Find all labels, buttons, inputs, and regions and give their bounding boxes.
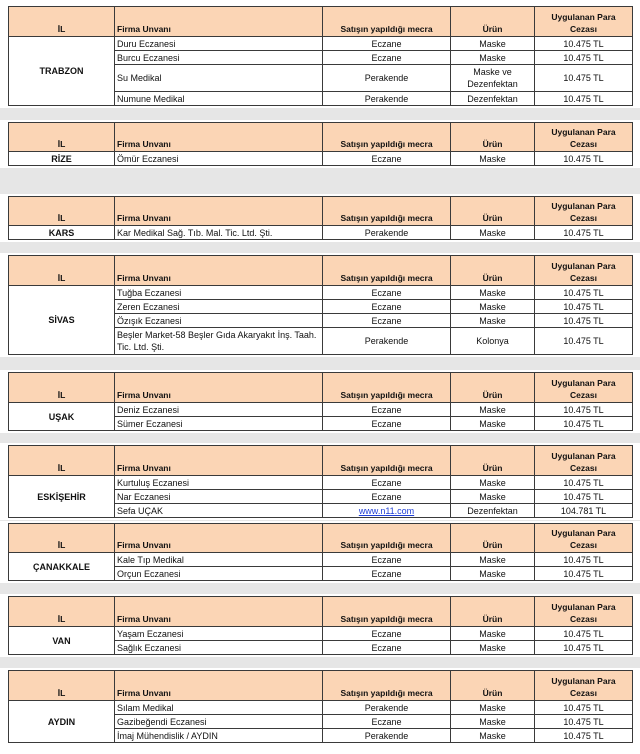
mecra-cell: Perakende <box>323 701 451 715</box>
header-satis-mecrasi: Satışın yapıldığı mecra <box>323 197 451 226</box>
header-urun: Ürün <box>451 597 535 627</box>
urun-cell: Maske <box>451 417 535 431</box>
urun-cell: Maske <box>451 553 535 567</box>
header-il: İL <box>9 123 115 152</box>
header-urun: Ürün <box>451 123 535 152</box>
mecra-cell: Perakende <box>323 226 451 240</box>
mecra-cell: Eczane <box>323 300 451 314</box>
para-cezasi-cell: 10.475 TL <box>535 403 633 417</box>
mecra-cell: Eczane <box>323 627 451 641</box>
header-row <box>9 123 633 152</box>
city-name: KARS <box>9 226 115 240</box>
header-il: İL <box>9 597 115 627</box>
para-cezasi-cell: 10.475 TL <box>535 567 633 581</box>
mecra-cell: Eczane <box>323 417 451 431</box>
para-cezasi-cell: 10.475 TL <box>535 729 633 743</box>
penalty-table <box>8 596 633 655</box>
firma-unvani-cell: Özışık Eczanesi <box>115 314 323 328</box>
section-gap <box>0 357 640 370</box>
para-cezasi-cell: 10.475 TL <box>535 328 633 355</box>
header-firma-unvani: Firma Unvanı <box>115 256 323 286</box>
mecra-cell: Perakende <box>323 729 451 743</box>
city-table-block <box>8 255 632 355</box>
firma-unvani-cell: Zeren Eczanesi <box>115 300 323 314</box>
para-cezasi-cell: 10.475 TL <box>535 286 633 300</box>
table-row <box>9 152 633 166</box>
urun-cell: Maske <box>451 715 535 729</box>
header-il: İL <box>9 256 115 286</box>
urun-cell: Dezenfektan <box>451 504 535 518</box>
firma-unvani-cell: Burcu Eczanesi <box>115 51 323 65</box>
mecra-cell: Eczane <box>323 490 451 504</box>
penalty-table <box>8 255 633 355</box>
section-gap <box>0 242 640 253</box>
para-cezasi-cell: 10.475 TL <box>535 417 633 431</box>
table-row <box>9 627 633 641</box>
header-il: İL <box>9 197 115 226</box>
header-para-cezasi: Uygulanan Para Cezası <box>535 446 633 476</box>
para-cezasi-cell: 10.475 TL <box>535 490 633 504</box>
header-il: İL <box>9 671 115 701</box>
header-urun: Ürün <box>451 256 535 286</box>
firma-unvani-cell: Beşler Market-58 Beşler Gıda Akaryakıt İnş. Taah. Tic. Ltd. Şti. <box>115 328 323 355</box>
city-name: SİVAS <box>9 286 115 355</box>
penalty-table <box>8 523 633 581</box>
penalty-table <box>8 6 633 106</box>
header-satis-mecrasi: Satışın yapıldığı mecra <box>323 256 451 286</box>
urun-cell: Maske <box>451 314 535 328</box>
penalty-table <box>8 445 633 518</box>
header-il: İL <box>9 373 115 403</box>
header-satis-mecrasi: Satışın yapıldığı mecra <box>323 597 451 627</box>
mecra-cell: Eczane <box>323 152 451 166</box>
header-firma-unvani: Firma Unvanı <box>115 7 323 37</box>
table-row <box>9 403 633 417</box>
urun-cell: Maske <box>451 567 535 581</box>
para-cezasi-cell: 10.475 TL <box>535 65 633 92</box>
firma-unvani-cell: Kale Tıp Medikal <box>115 553 323 567</box>
para-cezasi-cell: 10.475 TL <box>535 476 633 490</box>
mecra-cell: Eczane <box>323 567 451 581</box>
city-name: RİZE <box>9 152 115 166</box>
firma-unvani-cell: Tuğba Eczanesi <box>115 286 323 300</box>
para-cezasi-cell: 104.781 TL <box>535 504 633 518</box>
city-table-block <box>8 523 632 581</box>
city-table-block <box>8 6 632 106</box>
urun-cell: Maske ve Dezenfektan <box>451 65 535 92</box>
header-urun: Ürün <box>451 197 535 226</box>
mecra-cell: Perakende <box>323 65 451 92</box>
header-row <box>9 256 633 286</box>
firma-unvani-cell: Deniz Eczanesi <box>115 403 323 417</box>
section-gap <box>0 168 640 194</box>
firma-unvani-cell: Kar Medikal Sağ. Tıb. Mal. Tic. Ltd. Şti. <box>115 226 323 240</box>
penalty-table <box>8 670 633 743</box>
header-para-cezasi: Uygulanan Para Cezası <box>535 7 633 37</box>
firma-unvani-cell: İmaj Mühendislik / AYDIN <box>115 729 323 743</box>
city-table-block <box>8 596 632 655</box>
city-name: AYDIN <box>9 701 115 743</box>
mecra-cell: Perakende <box>323 92 451 106</box>
header-row <box>9 446 633 476</box>
mecra-cell: Perakende <box>323 328 451 355</box>
firma-unvani-cell: Kurtuluş Eczanesi <box>115 476 323 490</box>
urun-cell: Maske <box>451 51 535 65</box>
city-table-block <box>8 196 632 240</box>
para-cezasi-cell: 10.475 TL <box>535 51 633 65</box>
city-table-block <box>8 670 632 743</box>
urun-cell: Maske <box>451 641 535 655</box>
header-satis-mecrasi: Satışın yapıldığı mecra <box>323 7 451 37</box>
section-gap <box>0 433 640 443</box>
mecra-link[interactable]: www.n11.com <box>358 505 415 516</box>
header-para-cezasi: Uygulanan Para Cezası <box>535 597 633 627</box>
para-cezasi-cell: 10.475 TL <box>535 314 633 328</box>
penalty-table <box>8 196 633 240</box>
urun-cell: Maske <box>451 403 535 417</box>
section-gap <box>0 520 640 521</box>
section-gap <box>0 108 640 120</box>
penalty-table <box>8 372 633 431</box>
table-row <box>9 476 633 490</box>
header-urun: Ürün <box>451 671 535 701</box>
para-cezasi-cell: 10.475 TL <box>535 152 633 166</box>
header-para-cezasi: Uygulanan Para Cezası <box>535 256 633 286</box>
city-name: VAN <box>9 627 115 655</box>
header-row <box>9 524 633 553</box>
header-firma-unvani: Firma Unvanı <box>115 597 323 627</box>
urun-cell: Kolonya <box>451 328 535 355</box>
header-row <box>9 373 633 403</box>
table-row <box>9 226 633 240</box>
header-firma-unvani: Firma Unvanı <box>115 524 323 553</box>
header-firma-unvani: Firma Unvanı <box>115 197 323 226</box>
header-urun: Ürün <box>451 524 535 553</box>
header-urun: Ürün <box>451 7 535 37</box>
urun-cell: Maske <box>451 37 535 51</box>
urun-cell: Maske <box>451 627 535 641</box>
header-firma-unvani: Firma Unvanı <box>115 671 323 701</box>
table-row <box>9 553 633 567</box>
mecra-cell: Eczane <box>323 403 451 417</box>
para-cezasi-cell: 10.475 TL <box>535 641 633 655</box>
para-cezasi-cell: 10.475 TL <box>535 553 633 567</box>
mecra-cell: Eczane <box>323 476 451 490</box>
header-para-cezasi: Uygulanan Para Cezası <box>535 373 633 403</box>
mecra-cell: Eczane <box>323 314 451 328</box>
penalty-table <box>8 122 633 166</box>
city-table-block <box>8 122 632 166</box>
header-satis-mecrasi: Satışın yapıldığı mecra <box>323 524 451 553</box>
header-para-cezasi: Uygulanan Para Cezası <box>535 197 633 226</box>
mecra-cell: Eczane <box>323 286 451 300</box>
urun-cell: Maske <box>451 729 535 743</box>
firma-unvani-cell: Numune Medikal <box>115 92 323 106</box>
table-row <box>9 701 633 715</box>
header-firma-unvani: Firma Unvanı <box>115 446 323 476</box>
urun-cell: Maske <box>451 490 535 504</box>
header-il: İL <box>9 446 115 476</box>
city-name: TRABZON <box>9 37 115 106</box>
mecra-cell <box>323 504 451 518</box>
section-gap <box>0 583 640 594</box>
header-para-cezasi: Uygulanan Para Cezası <box>535 671 633 701</box>
header-il: İL <box>9 524 115 553</box>
mecra-cell: Eczane <box>323 553 451 567</box>
mecra-cell: Eczane <box>323 37 451 51</box>
firma-unvani-cell: Ömür Eczanesi <box>115 152 323 166</box>
header-satis-mecrasi: Satışın yapıldığı mecra <box>323 123 451 152</box>
header-satis-mecrasi: Satışın yapıldığı mecra <box>323 373 451 403</box>
firma-unvani-cell: Sağlık Eczanesi <box>115 641 323 655</box>
urun-cell: Maske <box>451 226 535 240</box>
firma-unvani-cell: Sılam Medikal <box>115 701 323 715</box>
para-cezasi-cell: 10.475 TL <box>535 92 633 106</box>
mecra-cell: Eczane <box>323 51 451 65</box>
urun-cell: Maske <box>451 701 535 715</box>
header-para-cezasi: Uygulanan Para Cezası <box>535 123 633 152</box>
urun-cell: Dezenfektan <box>451 92 535 106</box>
mecra-cell: Eczane <box>323 715 451 729</box>
para-cezasi-cell: 10.475 TL <box>535 226 633 240</box>
firma-unvani-cell: Sefa UÇAK <box>115 504 323 518</box>
header-firma-unvani: Firma Unvanı <box>115 123 323 152</box>
para-cezasi-cell: 10.475 TL <box>535 300 633 314</box>
urun-cell: Maske <box>451 286 535 300</box>
header-para-cezasi: Uygulanan Para Cezası <box>535 524 633 553</box>
city-table-block <box>8 445 632 518</box>
header-satis-mecrasi: Satışın yapıldığı mecra <box>323 671 451 701</box>
urun-cell: Maske <box>451 300 535 314</box>
city-name: UŞAK <box>9 403 115 431</box>
firma-unvani-cell: Duru Eczanesi <box>115 37 323 51</box>
section-gap <box>0 657 640 668</box>
urun-cell: Maske <box>451 152 535 166</box>
table-row <box>9 286 633 300</box>
firma-unvani-cell: Yaşam Eczanesi <box>115 627 323 641</box>
firma-unvani-cell: Nar Eczanesi <box>115 490 323 504</box>
table-row <box>9 37 633 51</box>
firma-unvani-cell: Su Medikal <box>115 65 323 92</box>
para-cezasi-cell: 10.475 TL <box>535 37 633 51</box>
header-row <box>9 197 633 226</box>
header-satis-mecrasi: Satışın yapıldığı mecra <box>323 446 451 476</box>
firma-unvani-cell: Sümer Eczanesi <box>115 417 323 431</box>
urun-cell: Maske <box>451 476 535 490</box>
header-row <box>9 7 633 37</box>
header-il: İL <box>9 7 115 37</box>
city-name: ESKİŞEHİR <box>9 476 115 518</box>
mecra-cell: Eczane <box>323 641 451 655</box>
para-cezasi-cell: 10.475 TL <box>535 627 633 641</box>
para-cezasi-cell: 10.475 TL <box>535 701 633 715</box>
firma-unvani-cell: Gazibeğendi Eczanesi <box>115 715 323 729</box>
header-firma-unvani: Firma Unvanı <box>115 373 323 403</box>
firma-unvani-cell: Orçun Eczanesi <box>115 567 323 581</box>
header-urun: Ürün <box>451 373 535 403</box>
header-row <box>9 671 633 701</box>
para-cezasi-cell: 10.475 TL <box>535 715 633 729</box>
city-table-block <box>8 372 632 431</box>
header-row <box>9 597 633 627</box>
city-name: ÇANAKKALE <box>9 553 115 581</box>
header-urun: Ürün <box>451 446 535 476</box>
